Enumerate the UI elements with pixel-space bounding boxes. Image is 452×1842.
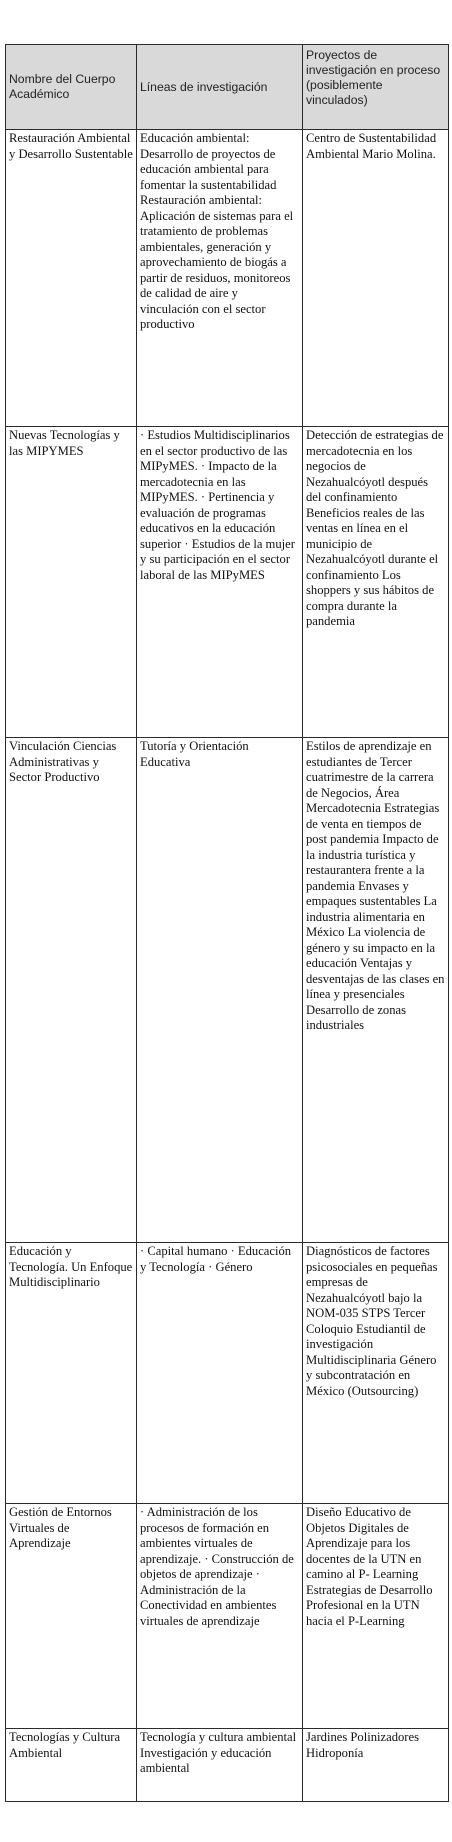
cell-proyectos: Jardines Polinizadores Hidroponía (303, 1729, 449, 1802)
table-row (6, 1729, 449, 1802)
cell-proyectos: Estilos de aprendizaje en estudiantes de Tercer cuatrimestre de la carrera de Negocios, Área Mercadotecnia Estrategias de venta en tiempos de post pandemia Impacto de la industria turística y restaurantera frente a la pandemia Envases y empaques sustentables La industria alimentaria en México La violencia de género y su impacto en la educación Ventajas y desventajas de las clases en línea y presenciales Desarrollo de zonas industriales (303, 738, 449, 1243)
table-row (6, 738, 449, 1243)
cell-lineas: · Estudios Multidisciplinarios en el sector productivo de las MIPyMES. · Impacto de la mercadotecnia en las MIPyMES. · Pertinencia y evaluación de programas educativos en la educación superior · Estudios de la mujer y su participación en el sector laboral de las MIPyMES (137, 427, 303, 738)
table-row (6, 1504, 449, 1729)
cell-proyectos: Detección de estrategias de mercadotecnia en los negocios de Nezahualcóyotl después del confinamiento Beneficios reales de las ventas en línea en el municipio de Nezahualcóyotl durante el confinamiento Los shoppers y sus hábitos de compra durante la pandemia (303, 427, 449, 738)
cell-nombre: Restauración Ambiental y Desarrollo Sustentable (6, 130, 137, 427)
cell-lineas: · Administración de los procesos de formación en ambientes virtuales de aprendizaje. · Construcción de objetos de aprendizaje · Administración de la Conectividad en ambientes virtuales de aprendizaje (137, 1504, 303, 1729)
header-proyectos: Proyectos de investigación en proceso (posiblemente vinculados) (303, 45, 449, 130)
cell-nombre: Vinculación Ciencias Administrativas y Sector Productivo (6, 738, 137, 1243)
header-nombre: Nombre del Cuerpo Académico (6, 45, 137, 130)
cell-lineas: Educación ambiental: Desarrollo de proyectos de educación ambiental para fomentar la sustentabilidad Restauración ambiental: Aplicación de sistemas para el tratamiento de problemas ambientales, generación y aprovechamiento de biogás a partir de residuos, monitoreos de calidad de aire y vinculación con el sector productivo (137, 130, 303, 427)
header-lineas: Líneas de investigación (137, 45, 303, 130)
academic-bodies-table (5, 44, 449, 1802)
cell-nombre: Nuevas Tecnologías y las MIPYMES (6, 427, 137, 738)
table-row (6, 427, 449, 738)
cell-proyectos: Diseño Educativo de Objetos Digitales de Aprendizaje para los docentes de la UTN en camino al P- Learning Estrategias de Desarrollo Profesional en la UTN hacia el P-Learning (303, 1504, 449, 1729)
cell-nombre: Educación y Tecnología. Un Enfoque Multidisciplinario (6, 1243, 137, 1504)
table-row (6, 1243, 449, 1504)
table-row (6, 130, 449, 427)
cell-proyectos: Diagnósticos de factores psicosociales en pequeñas empresas de Nezahualcóyotl bajo la NOM-035 STPS Tercer Coloquio Estudiantil de investigación Multidisciplinaria Género y subcontratación en México (Outsourcing) (303, 1243, 449, 1504)
cell-proyectos: Centro de Sustentabilidad Ambiental Mario Molina. (303, 130, 449, 427)
cell-nombre: Gestión de Entornos Virtuales de Aprendizaje (6, 1504, 137, 1729)
cell-lineas: · Capital humano · Educación y Tecnología · Género (137, 1243, 303, 1504)
cell-nombre: Tecnologías y Cultura Ambiental (6, 1729, 137, 1802)
table-header-row (6, 45, 449, 130)
cell-lineas: Tutoría y Orientación Educativa (137, 738, 303, 1243)
cell-lineas: Tecnología y cultura ambiental Investigación y educación ambiental (137, 1729, 303, 1802)
